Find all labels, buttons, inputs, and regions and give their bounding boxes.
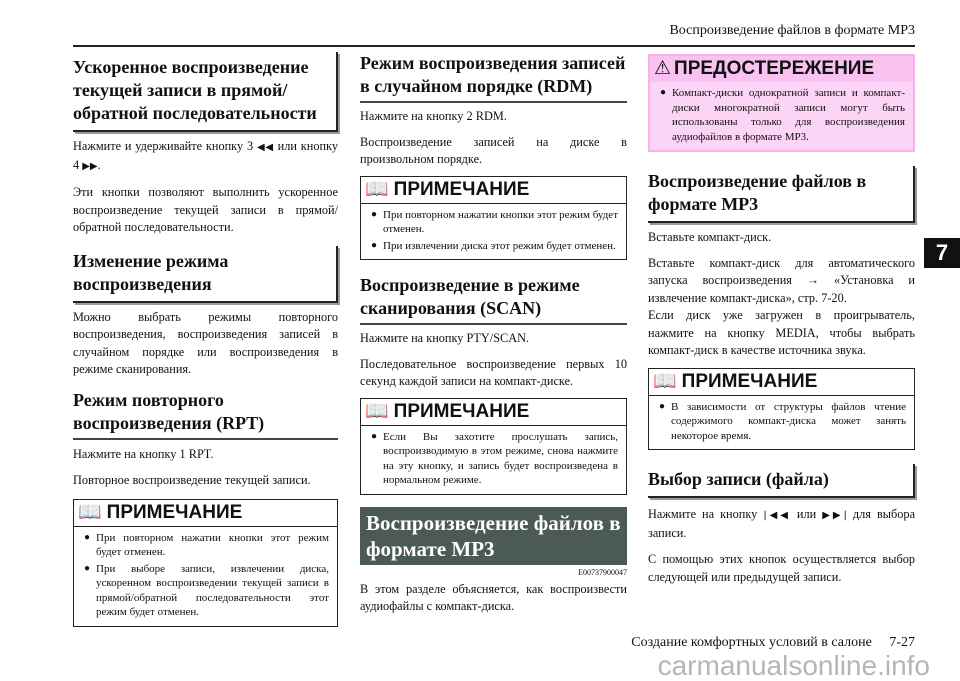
paragraph: В этом разделе объясняется, как воспроизвести аудиофайлы с компакт-диска. xyxy=(360,581,627,613)
note-title: ПРИМЕЧАНИЕ xyxy=(393,400,530,422)
watermark: carmanualsonline.info xyxy=(657,650,930,681)
text: Нажмите и удерживайте кнопку 3 xyxy=(73,139,254,153)
section-banner: Воспроизведение файлов в формате MP3 xyxy=(360,507,627,565)
book-icon: 📖 xyxy=(365,400,389,422)
text: или xyxy=(796,507,817,521)
text: для выбора записи. xyxy=(648,507,916,540)
note-box xyxy=(360,398,627,495)
heading-mp3: Воспроизведение файлов в формате MP3 xyxy=(648,166,915,223)
previous-track-icon: |◀◀ xyxy=(763,510,791,521)
note-title: ПРИМЕЧАНИЕ xyxy=(681,370,818,392)
warning-triangle-icon: ⚠ xyxy=(654,58,672,79)
paragraph xyxy=(648,506,915,542)
heading-change-mode: Изменение режима воспроизведения xyxy=(73,246,338,303)
note-box xyxy=(73,499,338,627)
heading-rpt: Режим повторного воспроизведения (RPT) xyxy=(73,389,338,440)
paragraph xyxy=(73,138,338,175)
paragraph: Последовательное воспроизведение первых 10 секунд каждой записи на компакт-диске. xyxy=(360,356,627,388)
note-item: ● Если Вы захотите прослушать запись, воспроизводимую в этом режиме, снова нажмите на эту кнопку, и запись будет воспроизведена в нормальном режиме. xyxy=(383,430,618,488)
book-icon: 📖 xyxy=(653,370,677,392)
note-title: ПРИМЕЧАНИЕ xyxy=(393,178,530,200)
paragraph: Вставьте компакт-диск для автоматического запуска воспроизведения → «Установка и извлечение компакт-диска», стр. 7-20. xyxy=(648,255,915,305)
heading-rdm: Режим воспроизведения записей в случайном порядке (RDM) xyxy=(360,52,627,103)
note-title: ПРИМЕЧАНИЕ xyxy=(106,501,243,523)
running-header: Воспроизведение файлов в формате MP3 xyxy=(669,23,915,38)
text: Нажмите на кнопку xyxy=(648,507,758,521)
note-box xyxy=(360,176,627,261)
paragraph: Можно выбрать режимы повторного воспроизведения, воспроизведения записей в случайном порядке или воспроизведения в режиме сканирования. xyxy=(73,309,338,376)
note-item: ● При повторном нажатии кнопки этот режим будет отменен. xyxy=(383,208,618,237)
note-item: ● В зависимости от структуры файлов чтение содержимого компакт-диска может занять некоторое время. xyxy=(671,400,906,444)
paragraph: С помощью этих кнопок осуществляется выбор следующей или предыдущей записи. xyxy=(648,552,915,584)
heading-select-file: Выбор записи (файла) xyxy=(648,464,915,498)
page-number: 7-27 xyxy=(889,635,915,650)
note-item: ● При повторном нажатии кнопки этот режим будет отменен. xyxy=(96,531,329,560)
next-track-icon: ▶▶| xyxy=(822,510,847,521)
note-item: ● При выборе записи, извлечении диска, ускоренном воспроизведении текущей записи в прямой/обратной последовательности этот режим будет отменен. xyxy=(96,562,329,620)
chapter-tab: 7 xyxy=(924,238,960,268)
page-footer xyxy=(631,635,915,651)
fast-forward-icon: ▶▶ xyxy=(82,160,98,172)
paragraph: Нажмите на кнопку PTY/SCAN. xyxy=(360,331,530,345)
paragraph: Нажмите на кнопку 1 RPT. xyxy=(73,446,214,461)
column-2 xyxy=(360,52,627,616)
note-box xyxy=(648,368,915,451)
warning-title: ПРЕДОСТЕРЕЖЕНИЕ xyxy=(674,58,875,79)
heading-fast-forward: Ускоренное воспроизведение текущей записи в прямой/ обратной последовательности xyxy=(73,52,338,132)
paragraph: Воспроизведение записей на диске в произвольном порядке. xyxy=(360,134,627,166)
header-rule xyxy=(73,45,915,47)
warning-item: ● Компакт-диски однократной записи и компакт-диски многократной записи могут быть использованы только для воспроизведения аудиофайлов в формате MP3. xyxy=(672,86,905,144)
text: . xyxy=(97,157,101,172)
footer-section: Создание комфортных условий в салоне xyxy=(631,635,872,650)
paragraph: Вставьте компакт-диск. xyxy=(648,230,772,244)
book-icon: 📖 xyxy=(78,501,102,523)
book-icon: 📖 xyxy=(365,178,389,200)
paragraph: Эти кнопки позволяют выполнить ускоренное воспроизведение текущей записи в прямой/ обратной последовательности. xyxy=(73,185,338,234)
column-1 xyxy=(73,52,338,627)
paragraph: Если диск уже загружен в проигрыватель, нажмите на кнопку MEDIA, чтобы выбрать компакт-диск в качестве источника звука. xyxy=(648,308,915,357)
heading-scan: Воспроизведение в режиме сканирования (SCAN) xyxy=(360,274,627,325)
warning-box xyxy=(648,54,915,152)
paragraph: Повторное воспроизведение текущей записи. xyxy=(73,473,311,487)
note-item: ● При извлечении диска этот режим будет отменен. xyxy=(383,239,618,254)
rewind-icon: ◀◀ xyxy=(256,142,274,153)
paragraph: Нажмите на кнопку 2 RDM. xyxy=(360,109,507,123)
text: или кнопку 4 xyxy=(73,139,338,172)
section-code: E00737900047 xyxy=(578,567,627,577)
column-3 xyxy=(648,54,915,586)
